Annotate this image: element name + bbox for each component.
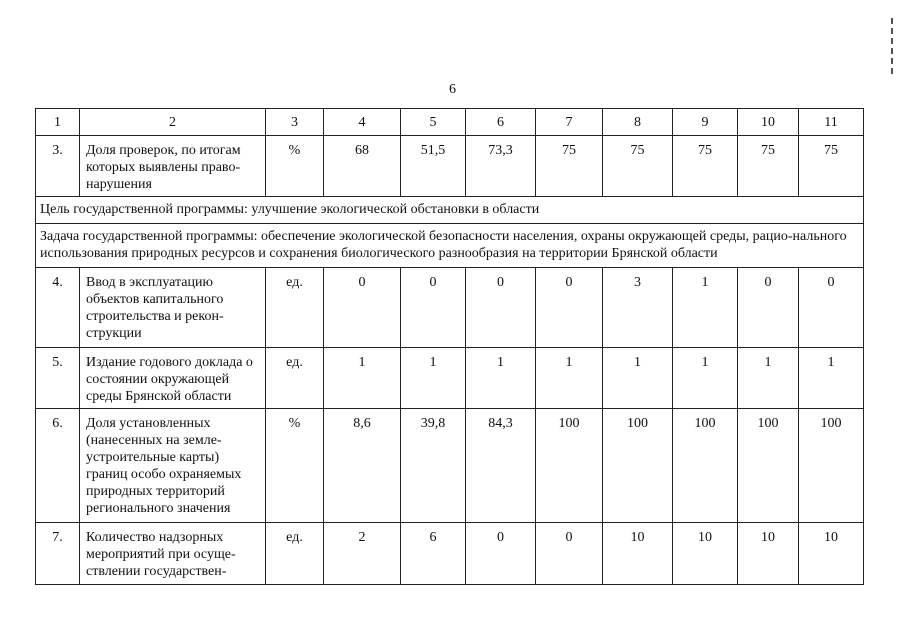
program-task: Задача государственной программы: обеспечение экологической безопасности населения, охраны окружающей среды, рацио-нального использования природных ресурсов и сохранения биологического разнообразия на территории Брянской области: [36, 224, 864, 268]
table-row: [36, 136, 864, 197]
value-cell: 68: [324, 136, 401, 197]
column-header: 1: [36, 109, 80, 136]
value-cell: 1: [738, 348, 799, 409]
value-cell: 0: [324, 268, 401, 348]
column-header: 3: [266, 109, 324, 136]
table-body-indicators: [36, 268, 864, 585]
row-number: 5.: [36, 348, 80, 409]
value-cell: 1: [466, 348, 536, 409]
value-cell: 0: [738, 268, 799, 348]
value-cell: 100: [536, 409, 603, 523]
value-cell: 1: [603, 348, 673, 409]
value-cell: 1: [673, 348, 738, 409]
indicator-name: Ввод в эксплуатацию объектов капитального строительства и рекон-струкции: [80, 268, 266, 348]
unit-cell: %: [266, 136, 324, 197]
column-header-row: [36, 109, 864, 136]
table-row: [36, 523, 864, 585]
scan-margin-mark: [891, 18, 893, 78]
value-cell: 1: [536, 348, 603, 409]
value-cell: 0: [466, 268, 536, 348]
row-number: 3.: [36, 136, 80, 197]
value-cell: 1: [799, 348, 864, 409]
task-row: [36, 224, 864, 268]
unit-cell: ед.: [266, 523, 324, 585]
table-body: [36, 109, 864, 268]
value-cell: 73,3: [466, 136, 536, 197]
value-cell: 75: [536, 136, 603, 197]
column-header: 4: [324, 109, 401, 136]
value-cell: 1: [324, 348, 401, 409]
value-cell: 1: [401, 348, 466, 409]
value-cell: 10: [738, 523, 799, 585]
column-header: 8: [603, 109, 673, 136]
value-cell: 75: [799, 136, 864, 197]
value-cell: 10: [603, 523, 673, 585]
column-header: 10: [738, 109, 799, 136]
table-row: [36, 268, 864, 348]
indicator-name: Доля проверок, по итогам которых выявлены право-нарушения: [80, 136, 266, 197]
value-cell: 2: [324, 523, 401, 585]
value-cell: 51,5: [401, 136, 466, 197]
value-cell: 1: [673, 268, 738, 348]
unit-cell: ед.: [266, 268, 324, 348]
row-number: 4.: [36, 268, 80, 348]
unit-cell: ед.: [266, 348, 324, 409]
unit-cell: %: [266, 409, 324, 523]
value-cell: 0: [401, 268, 466, 348]
value-cell: 0: [466, 523, 536, 585]
value-cell: 6: [401, 523, 466, 585]
value-cell: 75: [738, 136, 799, 197]
indicator-name: Доля установленных (нанесенных на земле-устроительные карты) границ особо охраняемых природных территорий регионального значения: [80, 409, 266, 523]
value-cell: 10: [673, 523, 738, 585]
page-number: 6: [449, 82, 456, 97]
indicator-name: Количество надзорных мероприятий при осуще-ствлении государствен-: [80, 523, 266, 585]
value-cell: 8,6: [324, 409, 401, 523]
value-cell: 100: [738, 409, 799, 523]
value-cell: 0: [536, 268, 603, 348]
value-cell: 100: [673, 409, 738, 523]
column-header: 7: [536, 109, 603, 136]
table-row: [36, 348, 864, 409]
value-cell: 0: [799, 268, 864, 348]
goal-row: [36, 197, 864, 224]
indicators-table: [35, 108, 864, 585]
value-cell: 10: [799, 523, 864, 585]
value-cell: 3: [603, 268, 673, 348]
value-cell: 100: [603, 409, 673, 523]
column-header: 11: [799, 109, 864, 136]
column-header: 6: [466, 109, 536, 136]
value-cell: 100: [799, 409, 864, 523]
column-header: 5: [401, 109, 466, 136]
indicator-name: Издание годового доклада о состоянии окружающей среды Брянской области: [80, 348, 266, 409]
row-number: 7.: [36, 523, 80, 585]
value-cell: 39,8: [401, 409, 466, 523]
value-cell: 0: [536, 523, 603, 585]
value-cell: 75: [673, 136, 738, 197]
value-cell: 75: [603, 136, 673, 197]
table-row: [36, 409, 864, 523]
program-goal: Цель государственной программы: улучшение экологической обстановки в области: [36, 197, 864, 224]
value-cell: 84,3: [466, 409, 536, 523]
column-header: 9: [673, 109, 738, 136]
column-header: 2: [80, 109, 266, 136]
row-number: 6.: [36, 409, 80, 523]
